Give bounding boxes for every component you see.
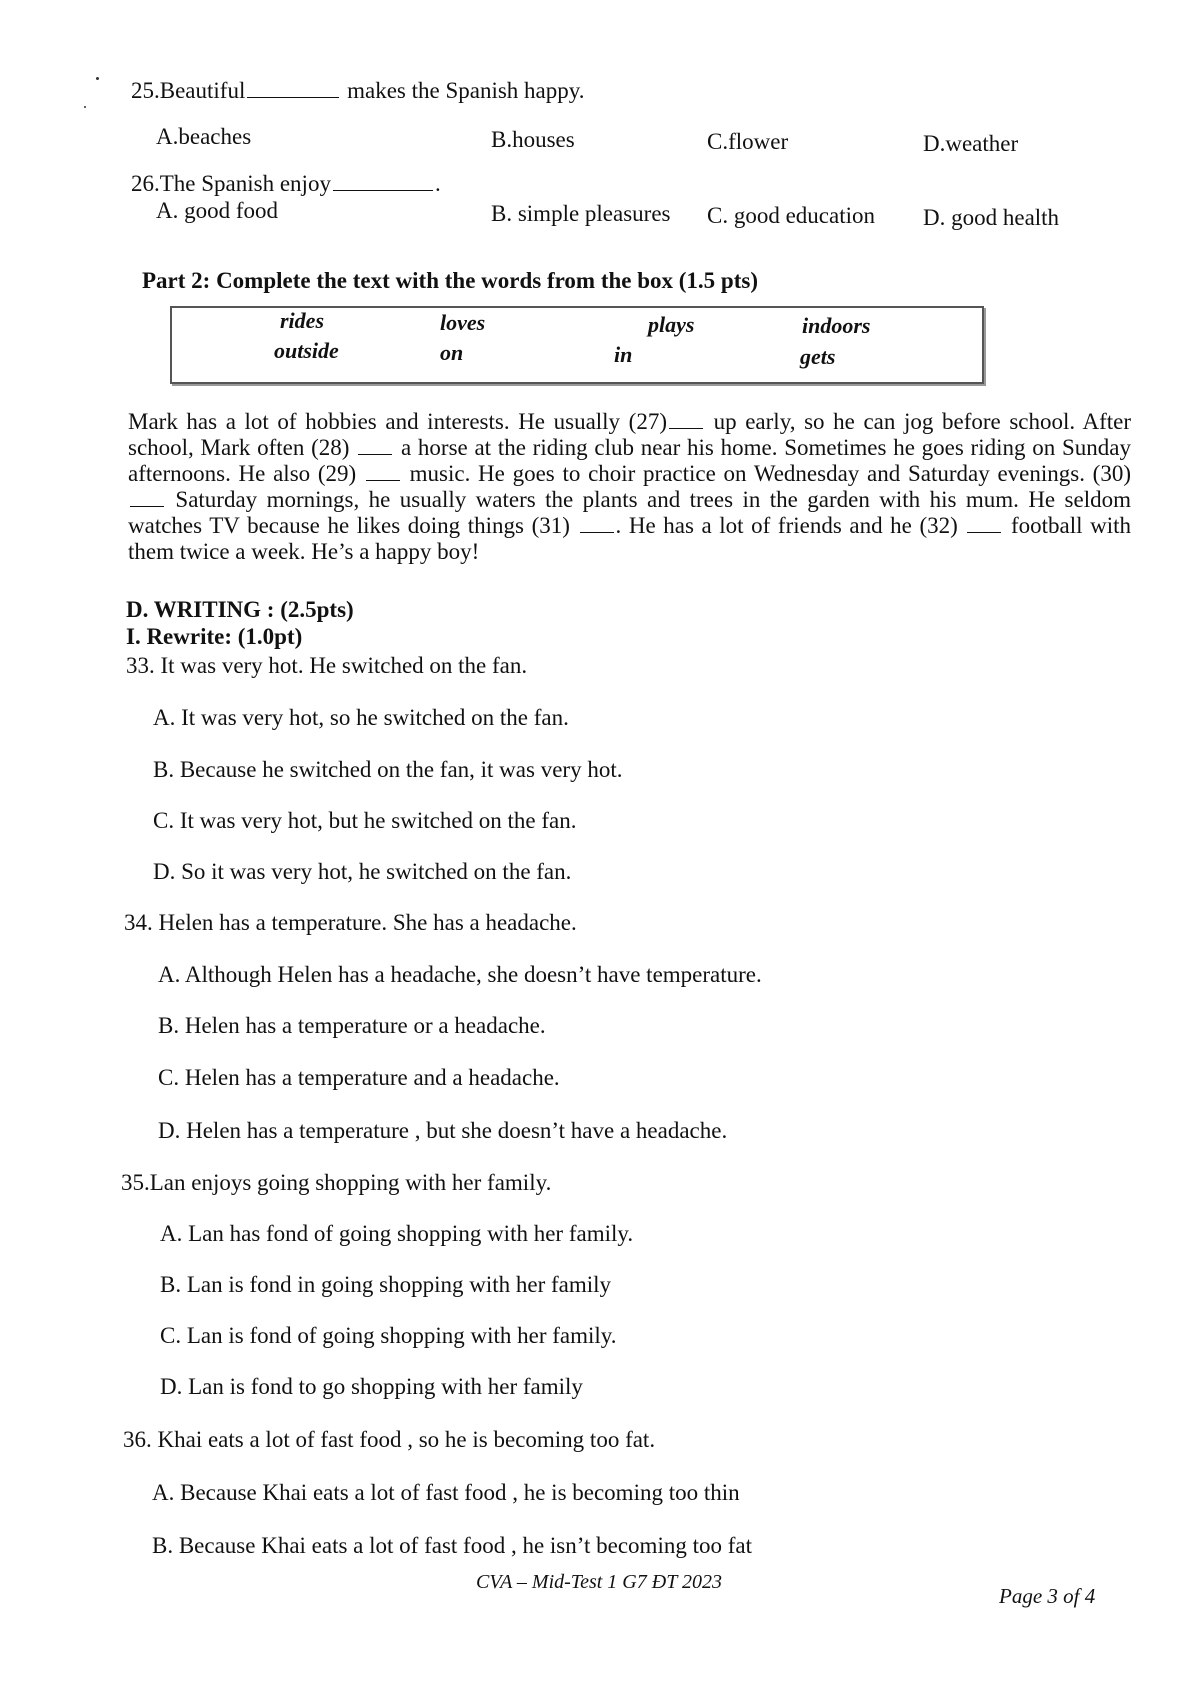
passage-segment: a horse at the riding club near his home. Sometimes he goes riding on Sunday afternoons. He also (29)	[128, 435, 1131, 486]
q34-option-b: B. Helen has a temperature or a headache.	[158, 1013, 546, 1038]
q26-option-a: A. good food	[156, 198, 279, 223]
q26-option-d: D. good health	[923, 205, 1060, 230]
q26-stem: 26.The Spanish enjoy	[131, 171, 331, 196]
question-36-stem: 36. Khai eats a lot of fast food , so he is becoming too fat.	[123, 1427, 656, 1452]
q26-option-b: B. simple pleasures	[491, 201, 671, 226]
passage-segment: . He has a lot of friends and he (32)	[615, 513, 966, 538]
word-box	[170, 306, 984, 384]
question-35-stem: 35.Lan enjoys going shopping with her family.	[121, 1170, 552, 1195]
question-33-stem: 33. It was very hot. He switched on the fan.	[126, 653, 528, 678]
footer-test-code: CVA – Mid-Test 1 G7 ĐT 2023	[476, 1571, 722, 1593]
q35-option-d: D. Lan is fond to go shopping with her family	[160, 1374, 583, 1399]
q33-option-d: D. So it was very hot, he switched on the fan.	[153, 859, 572, 884]
q25-option-d: D.weather	[923, 131, 1019, 156]
question-34-stem: 34. Helen has a temperature. She has a headache.	[124, 910, 577, 935]
q36-option-a: A. Because Khai eats a lot of fast food , he is becoming too thin	[152, 1480, 740, 1505]
blank-32	[967, 531, 1001, 533]
question-26-stem	[131, 171, 441, 197]
q35-option-b: B. Lan is fond in going shopping with her family	[160, 1272, 612, 1297]
page-number: Page 3 of 4	[999, 1584, 1096, 1608]
word-on: on	[440, 340, 464, 365]
q25-stem-after: makes the Spanish happy.	[347, 78, 585, 103]
q34-option-c: C. Helen has a temperature and a headache.	[158, 1065, 560, 1090]
part2-title: Part 2: Complete the text with the words from the box (1.5 pts)	[142, 268, 758, 293]
q35-option-a: A. Lan has fond of going shopping with her family.	[160, 1221, 634, 1246]
q26-stem-end: .	[434, 171, 441, 196]
q34-option-a: A. Although Helen has a headache, she doesn’t have temperature.	[158, 962, 762, 987]
word-loves: loves	[440, 310, 486, 335]
word-in: in	[614, 342, 633, 367]
q33-option-a: A. It was very hot, so he switched on the fan.	[153, 705, 569, 730]
passage-segment: up early, so he can jog before school. After school, Mark often (28)	[128, 409, 1132, 460]
blank-31	[580, 531, 614, 533]
q25-stem-before: 25.Beautiful	[131, 78, 246, 103]
question-25-stem	[131, 78, 585, 104]
q36-option-b: B. Because Khai eats a lot of fast food , he isn’t becoming too fat	[152, 1533, 752, 1558]
scan-speck	[84, 106, 86, 108]
blank-27	[669, 427, 703, 429]
word-rides: rides	[280, 308, 324, 333]
passage-segment: Saturday mornings, he usually waters the plants and trees in the garden with his mum. He seldom watches TV because he likes doing things (31)	[128, 487, 1131, 538]
blank-29	[366, 479, 400, 481]
q25-blank	[247, 96, 339, 98]
passage-segment: football with them twice a week. He’s a happy boy!	[128, 513, 1131, 564]
q25-option-b: B.houses	[491, 127, 575, 152]
rewrite-subheading: I. Rewrite: (1.0pt)	[126, 624, 303, 649]
part2-passage	[128, 409, 1131, 565]
q26-option-c: C. good education	[707, 203, 875, 228]
q34-option-d: D. Helen has a temperature , but she doesn’t have a headache.	[158, 1118, 728, 1143]
word-plays: plays	[648, 312, 695, 337]
q25-option-c: C.flower	[707, 129, 789, 154]
passage-segment: Mark has a lot of hobbies and interests. He usually (27)	[128, 409, 667, 434]
q33-option-b: B. Because he switched on the fan, it was very hot.	[153, 757, 623, 782]
writing-heading: D. WRITING : (2.5pts)	[126, 597, 354, 622]
q25-option-a: A.beaches	[156, 124, 252, 149]
blank-30	[130, 505, 164, 507]
q26-blank	[333, 189, 433, 191]
q33-option-c: C. It was very hot, but he switched on the fan.	[153, 808, 577, 833]
blank-28	[358, 453, 392, 455]
passage-segment: music. He goes to choir practice on Wednesday and Saturday evenings. (30)	[401, 461, 1131, 486]
word-gets: gets	[800, 344, 836, 369]
q35-option-c: C. Lan is fond of going shopping with her family.	[160, 1323, 617, 1348]
word-outside: outside	[274, 338, 339, 363]
word-indoors: indoors	[802, 313, 871, 338]
scan-speck	[96, 77, 99, 80]
